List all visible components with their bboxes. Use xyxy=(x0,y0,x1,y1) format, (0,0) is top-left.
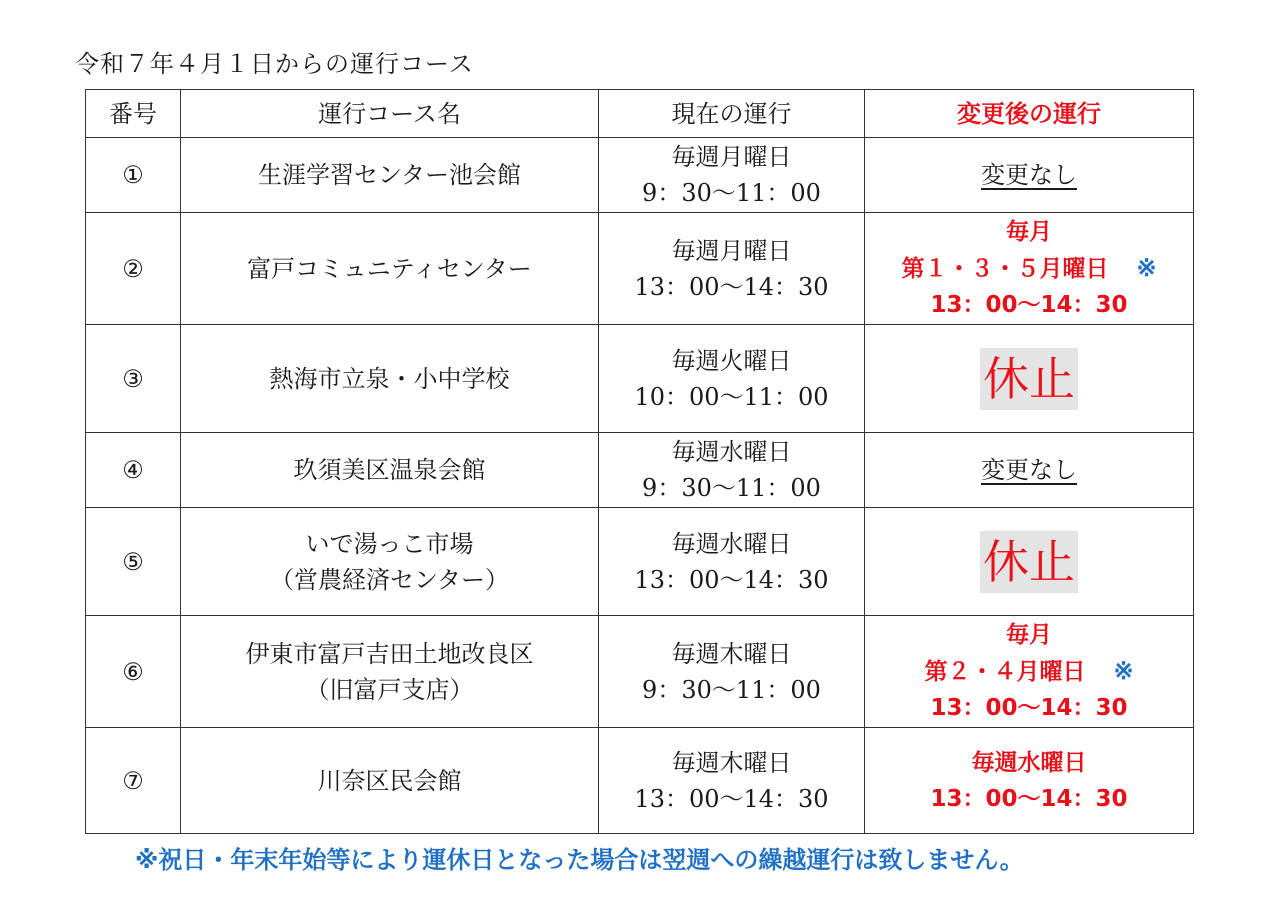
course-name-subline: （営農経済センター） xyxy=(269,565,510,594)
course-name-line: 熱海市立泉・小中学校 xyxy=(269,364,510,393)
changed-period: 毎月 xyxy=(1006,622,1052,648)
row-number: ① xyxy=(86,138,181,213)
course-name xyxy=(181,508,599,616)
current-day: 毎週木曜日 xyxy=(671,748,792,777)
changed-schedule xyxy=(865,616,1194,728)
current-time: 13：00〜14：30 xyxy=(634,784,829,813)
current-time: 10：00〜11：00 xyxy=(634,382,829,411)
changed-day: 第１・３・５月曜日 xyxy=(901,256,1109,282)
changed-time: 13：00〜14：30 xyxy=(930,695,1128,721)
changed-schedule xyxy=(865,213,1194,325)
header-changed-schedule: 変更後の運行 xyxy=(865,90,1194,138)
row-number: ② xyxy=(86,213,181,325)
current-time: 9：30〜11：00 xyxy=(642,179,821,207)
current-day: 毎週水曜日 xyxy=(671,438,792,466)
table-row xyxy=(86,433,1194,508)
current-day: 毎週月曜日 xyxy=(671,143,792,171)
current-schedule xyxy=(599,508,865,616)
changed-schedule xyxy=(865,728,1194,834)
course-table xyxy=(85,89,1194,834)
table-row xyxy=(86,213,1194,325)
course-name xyxy=(181,138,599,213)
row-number: ⑤ xyxy=(86,508,181,616)
table-row xyxy=(86,138,1194,213)
current-day: 毎週木曜日 xyxy=(671,639,792,668)
note-mark: ※ xyxy=(1136,253,1157,282)
course-name xyxy=(181,616,599,728)
course-name-subline: （旧富戸支店） xyxy=(305,675,474,704)
course-name-line: 富戸コミュニティセンター xyxy=(247,254,532,283)
changed-schedule xyxy=(865,508,1194,616)
current-schedule xyxy=(599,325,865,433)
changed-schedule xyxy=(865,433,1194,508)
current-schedule xyxy=(599,213,865,325)
table-header-row xyxy=(86,90,1194,138)
course-name-line: 生涯学習センター池会館 xyxy=(257,161,522,189)
suspended-badge: 休止 xyxy=(980,531,1078,593)
table-row xyxy=(86,325,1194,433)
course-name xyxy=(181,433,599,508)
row-number: ④ xyxy=(86,433,181,508)
current-day: 毎週月曜日 xyxy=(671,236,792,265)
course-name xyxy=(181,213,599,325)
no-change-text: 変更なし xyxy=(981,456,1077,484)
changed-schedule xyxy=(865,325,1194,433)
row-number: ③ xyxy=(86,325,181,433)
changed-period: 毎月 xyxy=(1006,219,1052,245)
course-name-line: 川奈区民会館 xyxy=(317,766,462,795)
current-time: 13：00〜14：30 xyxy=(634,565,829,594)
changed-time: 13：00〜14：30 xyxy=(930,292,1128,318)
course-name-line: 玖須美区温泉会館 xyxy=(293,456,486,484)
footnote: ※祝日・年末年始等により運休日となった場合は翌週への繰越運行は致しません。 xyxy=(135,846,1024,874)
course-name-line: いで湯っこ市場 xyxy=(305,529,474,558)
header-current-schedule: 現在の運行 xyxy=(599,90,865,138)
header-course-name: 運行コース名 xyxy=(181,90,599,138)
no-change-text: 変更なし xyxy=(981,161,1077,189)
changed-schedule xyxy=(865,138,1194,213)
current-day: 毎週水曜日 xyxy=(671,529,792,558)
current-schedule xyxy=(599,138,865,213)
changed-day: 毎週水曜日 xyxy=(971,749,1087,776)
current-time: 9：30〜11：00 xyxy=(642,474,821,502)
row-number: ⑦ xyxy=(86,728,181,834)
table-row xyxy=(86,728,1194,834)
note-mark: ※ xyxy=(1113,656,1134,685)
table-row xyxy=(86,508,1194,616)
course-name-line: 伊東市富戸吉田土地改良区 xyxy=(245,639,534,668)
current-day: 毎週火曜日 xyxy=(671,346,792,375)
current-schedule xyxy=(599,728,865,834)
current-schedule xyxy=(599,616,865,728)
table-row xyxy=(86,616,1194,728)
page-title: 令和７年４月１日からの運行コース xyxy=(75,50,474,78)
current-time: 13：00〜14：30 xyxy=(634,272,829,301)
current-time: 9：30〜11：00 xyxy=(642,675,821,704)
changed-day: 第２・４月曜日 xyxy=(924,659,1086,685)
current-schedule xyxy=(599,433,865,508)
course-name xyxy=(181,728,599,834)
suspended-badge: 休止 xyxy=(980,348,1078,410)
row-number: ⑥ xyxy=(86,616,181,728)
changed-time: 13：00〜14：30 xyxy=(930,785,1128,812)
course-name xyxy=(181,325,599,433)
header-number: 番号 xyxy=(86,90,181,138)
